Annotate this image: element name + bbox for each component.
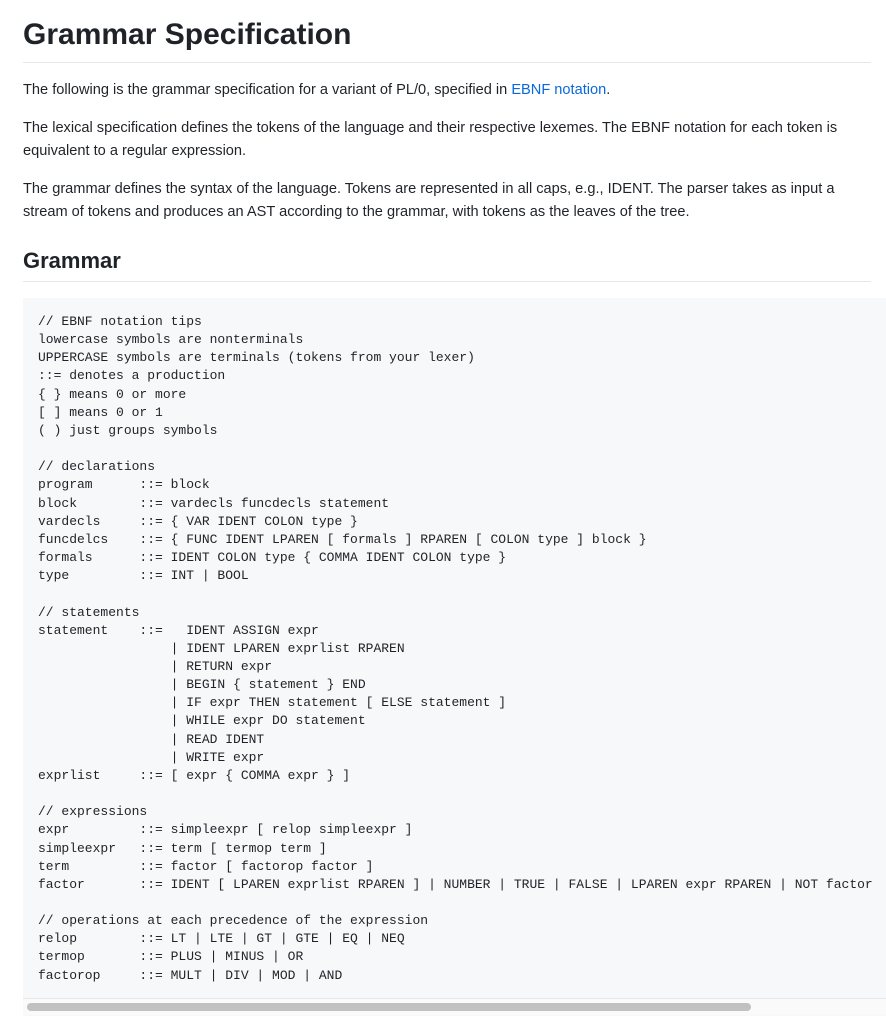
code-line: // expressions (38, 804, 148, 820)
ebnf-notation-link[interactable]: EBNF notation (511, 82, 607, 98)
code-line: // statements (38, 604, 140, 620)
code-line: | IF expr THEN statement [ ELSE statement ] (38, 695, 507, 711)
code-line: term ::= factor [ factorop factor ] (38, 858, 374, 874)
code-line: | BEGIN { statement } END (38, 677, 366, 693)
code-line: ( ) just groups symbols (38, 422, 218, 438)
code-line: formals ::= IDENT COLON type { COMMA IDENT COLON type } (38, 550, 507, 566)
code-line: ::= denotes a production (38, 368, 226, 384)
code-line: // operations at each precedence of the expression (38, 913, 429, 929)
code-line: | WHILE expr DO statement (38, 713, 366, 729)
document (23, 0, 871, 282)
code-line: expr ::= simpleexpr [ relop simpleexpr ] (38, 822, 413, 838)
code-line: | RETURN expr (38, 658, 273, 674)
code-line: vardecls ::= { VAR IDENT COLON type } (38, 513, 358, 529)
code-line: block ::= vardecls funcdecls statement (38, 495, 390, 511)
code-line: simpleexpr ::= term [ termop term ] (38, 840, 327, 856)
code-line: [ ] means 0 or 1 (38, 404, 163, 420)
grammar-paragraph: The grammar defines the syntax of the language. Tokens are represented in all caps, e.g., IDENT. The parser takes as input a stream of tokens and produces an AST according to the grammar, with tokens as the leaves of the tree. (23, 181, 835, 220)
code-line: relop ::= LT | LTE | GT | GTE | EQ | NEQ (38, 931, 405, 947)
code-line: | WRITE expr (38, 749, 265, 765)
code-line: // declarations (38, 459, 156, 475)
code-line: program ::= block (38, 477, 210, 493)
code-line: termop ::= PLUS | MINUS | OR (38, 949, 304, 965)
code-line: | IDENT LPAREN exprlist RPAREN (38, 640, 405, 656)
code-line: UPPERCASE symbols are terminals (tokens from your lexer) (38, 350, 475, 366)
intro-text-end: . (606, 82, 611, 98)
code-line: { } means 0 or more (38, 386, 187, 402)
code-line: factor ::= IDENT [ LPAREN exprlist RPAREN ] | NUMBER | TRUE | FALSE | LPAREN expr RPAREN | NOT factor (38, 876, 873, 892)
lexical-paragraph: The lexical specification defines the tokens of the language and their respective lexemes. The EBNF notation for each token is equivalent to a regular expression. (23, 120, 838, 159)
code-line: type ::= INT | BOOL (38, 568, 249, 584)
intro-text: The following is the grammar specification for a variant of PL/0, specified in (23, 82, 512, 98)
code-line: statement ::= IDENT ASSIGN expr (38, 622, 319, 638)
section-heading-grammar: Grammar (23, 246, 871, 282)
code-line: // EBNF notation tips (38, 314, 202, 329)
code-line: exprlist ::= [ expr { COMMA expr } ] (38, 767, 351, 783)
grammar-code-block (23, 298, 886, 1016)
code-text (23, 298, 886, 985)
code-line: lowercase symbols are nonterminals (38, 332, 304, 348)
intro-paragraph (23, 79, 871, 102)
scrollbar-thumb[interactable] (27, 1003, 751, 1011)
code-line: factorop ::= MULT | DIV | MOD | AND (38, 967, 343, 983)
code-line: | READ IDENT (38, 731, 265, 747)
code-line: funcdelcs ::= { FUNC IDENT LPAREN [ formals ] RPAREN [ COLON type ] block } (38, 531, 647, 547)
horizontal-scrollbar[interactable] (23, 998, 886, 1015)
page-title: Grammar Specification (23, 0, 871, 63)
